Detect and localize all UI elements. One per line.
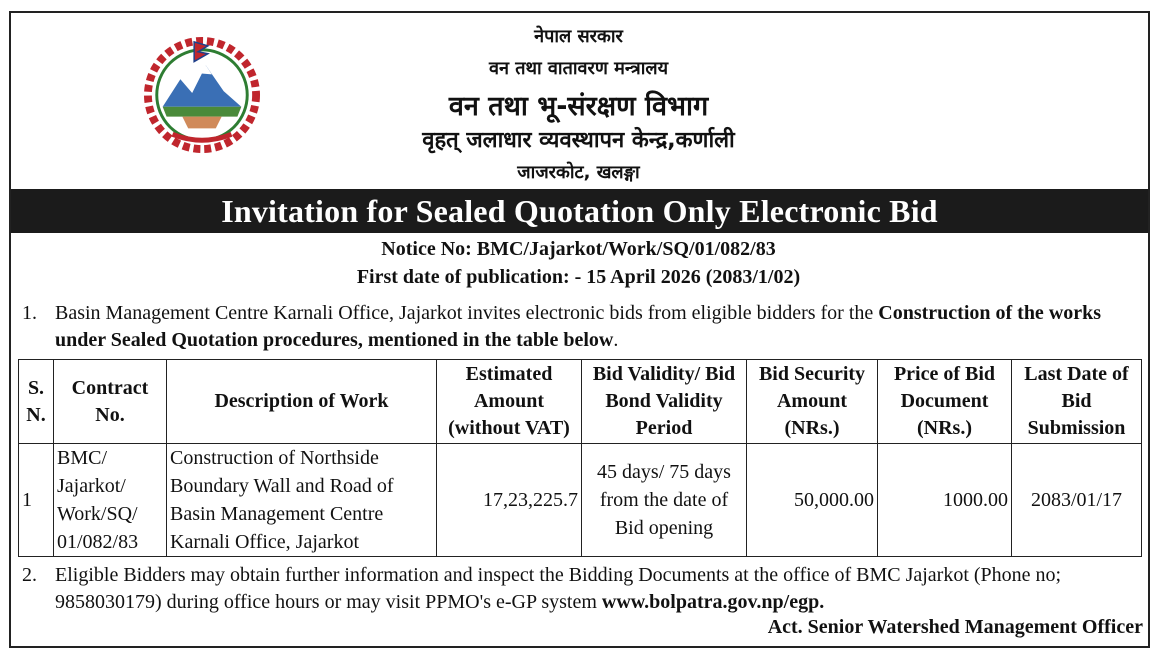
header-location: जाजरकोट, खलङ्गा <box>517 162 640 183</box>
paragraph-1-text <box>55 300 1135 354</box>
paragraph-1-normal: Basin Management Centre Karnali Office, Jajarkot invites electronic bids from eligible bidders for the <box>55 302 879 324</box>
cell-bid-security: 50,000.00 <box>747 444 878 557</box>
header-department: वन तथा भू-संरक्षण विभाग <box>448 91 709 122</box>
cell-description: Construction of Northside Boundary Wall and Road of Basin Management Centre Karnali Office, Jajarkot <box>167 444 437 557</box>
cell-contract-no: BMC/ Jajarkot/ Work/SQ/ 01/082/83 <box>54 444 167 557</box>
egp-link-text: www.bolpatra.gov.np/egp. <box>601 591 825 613</box>
cell-estimated-amount: 17,23,225.7 <box>437 444 582 557</box>
header-estimated-amount: Estimated Amount (without VAT) <box>437 360 582 444</box>
header-ministry: वन तथा वातावरण मन्त्रालय <box>488 58 669 79</box>
paragraph-2-number: 2. <box>22 564 37 586</box>
paragraph-2-normal: Eligible Bidders may obtain further information and inspect the Bidding Documents at the office of BMC Jajarkot (Phone no; 9858030179) during office hours or may visit PPMO's e-GP system <box>55 564 1062 613</box>
paragraph-1-number: 1. <box>22 302 37 324</box>
table-header-row <box>19 360 1142 444</box>
paragraph-2-text <box>55 562 1135 616</box>
paragraph-1-end: . <box>613 329 619 351</box>
cell-last-date: 2083/01/17 <box>1012 444 1142 557</box>
signature: Act. Senior Watershed Management Officer <box>767 616 1143 638</box>
header-bid-security: Bid Security Amount (NRs.) <box>747 360 878 444</box>
header-last-date: Last Date of Bid Submission <box>1012 360 1142 444</box>
notice-number: Notice No: BMC/Jajarkot/Work/SQ/01/082/83 <box>381 238 776 260</box>
cell-sn: 1 <box>19 444 54 557</box>
page-title: Invitation for Sealed Quotation Only Electronic Bid <box>221 193 938 229</box>
header-validity: Bid Validity/ Bid Bond Validity Period <box>582 360 747 444</box>
bid-table <box>18 359 1142 557</box>
cell-price-doc: 1000.00 <box>878 444 1012 557</box>
publication-date: First date of publication: - 15 April 2026 (2083/1/02) <box>356 266 801 288</box>
header-contract-no: Contract No. <box>54 360 167 444</box>
paragraph-1-bold: Construction of the works under Sealed Quotation procedures, mentioned in the table below <box>55 302 1102 351</box>
header-government: नेपाल सरकार <box>534 26 623 47</box>
cell-validity: 45 days/ 75 days from the date of Bid opening <box>582 444 747 557</box>
header-price-doc: Price of Bid Document (NRs.) <box>878 360 1012 444</box>
header-sn: S. N. <box>19 360 54 444</box>
table-row <box>19 444 1142 557</box>
header-description: Description of Work <box>167 360 437 444</box>
title-banner <box>11 189 1148 233</box>
header-centre: वृहत् जलाधार व्यवस्थापन केन्द्र,कर्णाली <box>422 128 735 153</box>
